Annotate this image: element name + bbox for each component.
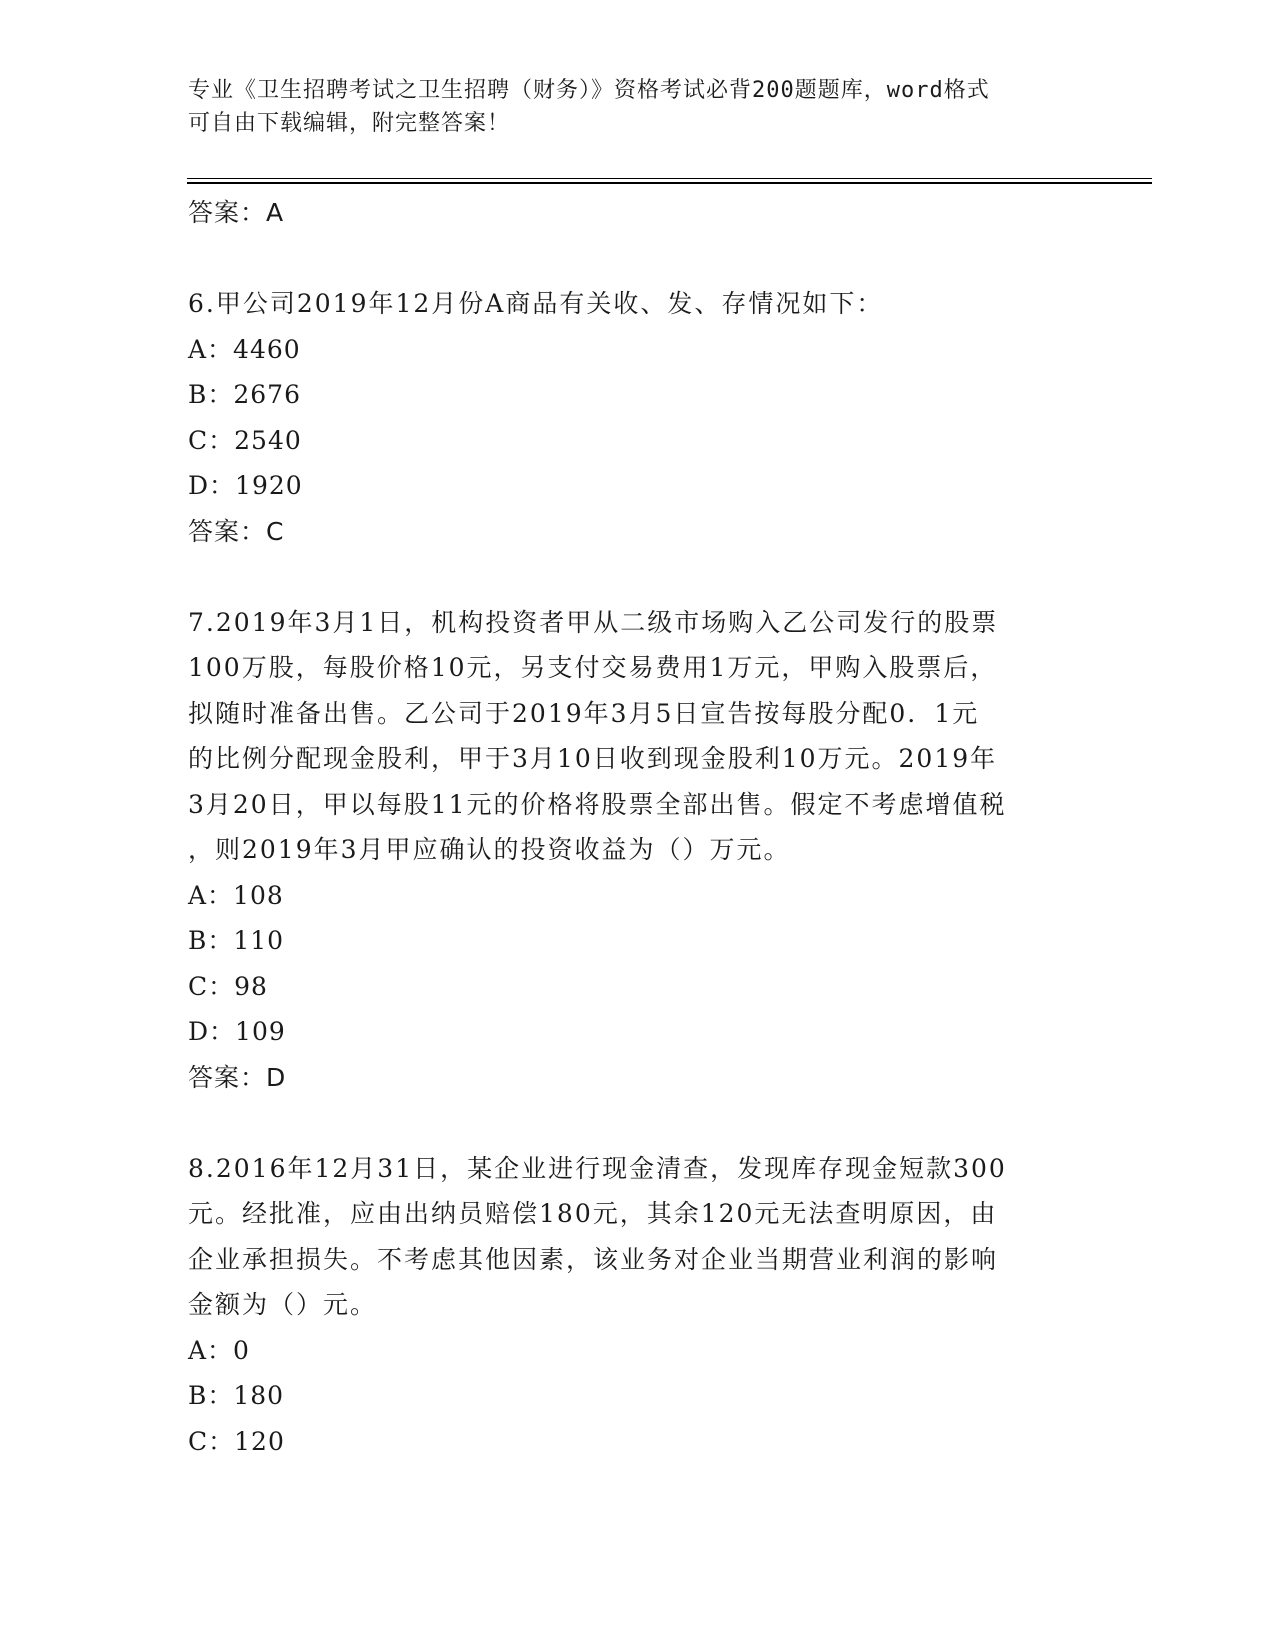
option-c: C：98 bbox=[188, 971, 268, 1001]
question-8 bbox=[188, 1146, 1088, 1465]
option-c: C：120 bbox=[188, 1426, 285, 1456]
option-b: B：110 bbox=[188, 926, 285, 955]
question-stem-line: 拟随时准备出售。乙公司于2019年3月5日宣告按每股分配0．1元 bbox=[188, 698, 980, 728]
spacer bbox=[188, 236, 1088, 281]
question-6 bbox=[188, 281, 1088, 555]
spacer bbox=[188, 555, 1088, 600]
option-b: B：180 bbox=[188, 1381, 285, 1410]
question-stem-line: 的比例分配现金股利，甲于3月10日收到现金股利10万元。2019年 bbox=[188, 744, 998, 773]
question-stem-line: ，则2019年3月甲应确认的投资收益为（）万元。 bbox=[188, 835, 791, 864]
answer-label: 答案：D bbox=[188, 1062, 287, 1092]
question-stem-line: 7.2019年3月1日，机构投资者甲从二级市场购入乙公司发行的股票 bbox=[188, 607, 999, 637]
header-divider-thin bbox=[187, 178, 1152, 179]
option-a: A：4460 bbox=[188, 334, 301, 364]
question-stem: 6.甲公司2019年12月份A商品有关收、发、存情况如下： bbox=[188, 289, 884, 318]
question-stem-line: 3月20日，甲以每股11元的价格将股票全部出售。假定不考虑增值税 bbox=[188, 789, 1007, 819]
option-c: C：2540 bbox=[188, 425, 302, 455]
question-stem-line: 100万股，每股价格10元，另支付交易费用1万元，甲购入股票后， bbox=[188, 653, 998, 682]
document-body bbox=[188, 190, 1088, 1464]
document-header bbox=[188, 74, 1068, 140]
spacer bbox=[188, 1101, 1088, 1146]
option-a: A：108 bbox=[188, 880, 284, 910]
header-line-1: 专业《卫生招聘考试之卫生招聘（财务）》资格考试必背200题题库，word格式 bbox=[188, 78, 990, 103]
question-stem-line: 金额为（）元。 bbox=[188, 1290, 378, 1319]
question-7 bbox=[188, 600, 1088, 1101]
question-stem-line: 8.2016年12月31日，某企业进行现金清查，发现库存现金短款300 bbox=[188, 1153, 1007, 1183]
header-divider-thick bbox=[187, 182, 1152, 184]
option-b: B：2676 bbox=[188, 380, 301, 409]
option-d: D：109 bbox=[188, 1017, 286, 1046]
header-line-2: 可自由下载编辑，附完整答案！ bbox=[188, 111, 511, 136]
answer-label: 答案：A bbox=[188, 198, 285, 227]
question-stem-line: 企业承担损失。不考虑其他因素，该业务对企业当期营业利润的影响 bbox=[188, 1244, 999, 1274]
option-d: D：1920 bbox=[188, 471, 303, 500]
question-stem-line: 元。经批准，应由出纳员赔偿180元，其余120元无法查明原因，由 bbox=[188, 1199, 998, 1228]
answer-label: 答案：C bbox=[188, 516, 285, 546]
option-a: A：0 bbox=[188, 1335, 250, 1365]
